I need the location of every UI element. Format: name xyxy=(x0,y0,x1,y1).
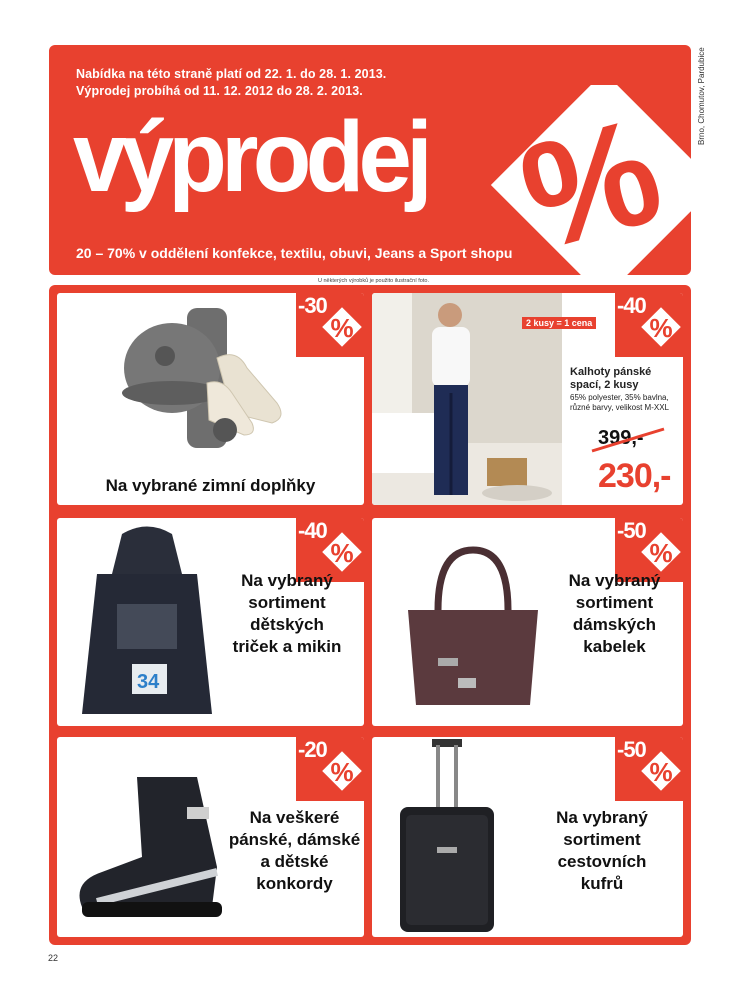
headline: výprodej xyxy=(73,101,428,213)
svg-text:%: % xyxy=(330,757,354,787)
offer-handbags[interactable] xyxy=(372,518,683,726)
suitcase-image xyxy=(392,737,502,937)
svg-text:%: % xyxy=(330,313,354,343)
new-price: 230,- xyxy=(598,457,671,495)
snow-boot-image xyxy=(67,767,237,927)
discount-badge: -40 % xyxy=(615,293,683,357)
validity-line-2: Výprodej probíhá od 11. 12. 2012 do 28. 2. 2013. xyxy=(76,84,363,98)
subline: 20 – 70% v oddělení konfekce, textilu, obuvi, Jeans a Sport shopu xyxy=(76,245,513,261)
validity-line-1: Nabídka na této straně platí od 22. 1. do 28. 1. 2013. xyxy=(76,67,387,81)
handbag-image xyxy=(398,540,548,710)
offer-text: Na vybraný sortiment cestovních kufrů xyxy=(556,808,648,893)
percent-badge xyxy=(489,85,691,282)
offer-suitcases[interactable] xyxy=(372,737,683,937)
svg-text:34: 34 xyxy=(137,671,160,693)
offer-text: Na vybrané zimní doplňky xyxy=(105,476,316,495)
svg-text:%: % xyxy=(649,313,673,343)
product-description: 65% polyester, 35% bavlna, různé barvy, velikost M-XXL xyxy=(570,393,669,412)
offer-text: Na vybraný sortiment dámských kabelek xyxy=(568,571,661,656)
offer-text: Na veškeré pánské, dámské a dětské konkordy xyxy=(228,808,361,893)
offer-text: Na vybraný sortiment dětských triček a mikin xyxy=(232,571,342,656)
illustration-note: U některých výrobků je použito ilustrační foto. xyxy=(318,278,429,284)
page-number: 22 xyxy=(48,953,59,963)
offer-kids-hoodies[interactable] xyxy=(57,518,364,726)
offer-pajamas[interactable] xyxy=(372,293,683,505)
svg-text:%: % xyxy=(504,85,678,282)
offer-grid xyxy=(49,285,691,945)
svg-text:%: % xyxy=(649,538,673,568)
product-title: Kalhoty pánské spací, 2 kusy xyxy=(570,366,652,391)
winter-accessories-image xyxy=(117,298,297,458)
kids-hoodie-image xyxy=(77,524,217,724)
discount-badge: -30 % xyxy=(296,293,364,357)
strike-line xyxy=(590,425,668,453)
offer-winter-accessories[interactable] xyxy=(57,293,364,505)
store-locations: Brno, Chomutov, Pardubice xyxy=(697,47,706,145)
discount-badge: -20 % xyxy=(296,737,364,801)
svg-text:%: % xyxy=(649,757,673,787)
svg-text:%: % xyxy=(330,538,354,568)
bundle-tag: 2 kusy = 1 cena xyxy=(522,317,596,329)
discount-badge: -50 % xyxy=(615,737,683,801)
offer-snow-boots[interactable] xyxy=(57,737,364,937)
discount-badge: -50 % xyxy=(615,518,683,582)
old-price: 399,- xyxy=(598,427,644,449)
discount-badge: -40 % xyxy=(296,518,364,582)
